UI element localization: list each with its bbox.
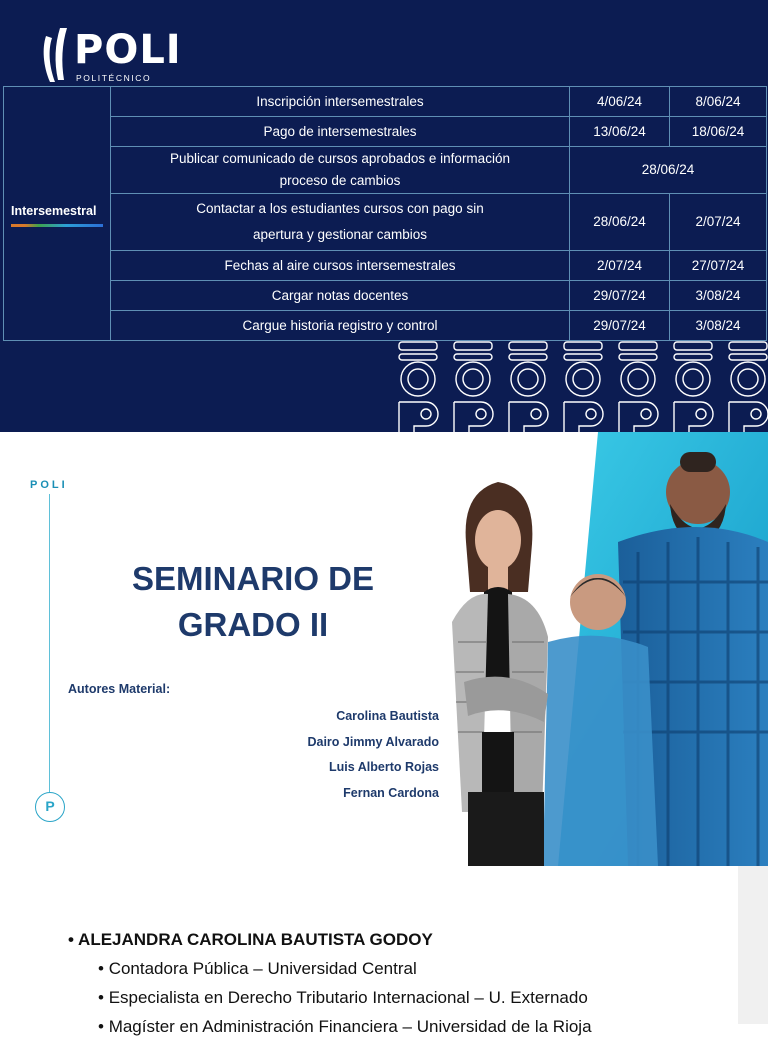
author-name: Dairo Jimmy Alvarado (307, 734, 439, 749)
activity-line: apertura y gestionar cambios (252, 227, 428, 242)
end-date-cell: 8/06/24 (670, 87, 767, 117)
profile-degree: Contadora Pública – Universidad Central (108, 959, 417, 978)
activity-cell: Pago de intersemestrales (111, 117, 570, 147)
activity-cell: Fechas al aire cursos intersemestrales (111, 251, 570, 281)
seminar-title (92, 556, 414, 648)
poli-logo-mark-icon (40, 26, 74, 86)
profile-degree-item: • Magíster en Administración Financiera – Universidad de la Rioja (98, 1017, 592, 1036)
table-row (4, 251, 767, 281)
poli-outline-glyph (564, 342, 603, 432)
students-photo (448, 432, 768, 866)
poli-outline-glyph (454, 342, 493, 432)
poli-outline-glyph (399, 342, 438, 432)
schedule-slide (0, 0, 768, 432)
poli-outline-glyph (674, 342, 713, 432)
activity-cell: Cargue historia registro y control (111, 311, 570, 341)
logo-word: POLI (74, 27, 182, 73)
activity-cell (111, 194, 570, 251)
profile-degree: Especialista en Derecho Tributario Internacional – U. Externado (108, 988, 588, 1007)
intersemestral-schedule-table (3, 86, 767, 341)
vertical-divider (49, 494, 50, 792)
start-date-cell: 29/07/24 (570, 281, 670, 311)
activity-line: Publicar comunicado de cursos aprobados e información (170, 151, 510, 166)
poli-outline-pattern (396, 340, 768, 432)
poli-outline-glyph (509, 342, 548, 432)
logo-subtitle: POLITÉCNICO (76, 73, 152, 83)
activity-cell: Inscripción intersemestrales (111, 87, 570, 117)
profile-degree: Magíster en Administración Financiera – Universidad de la Rioja (108, 1017, 592, 1036)
seminar-title-line: GRADO II (177, 606, 329, 643)
profile-degree-item: • Especialista en Derecho Tributario Internacional – U. Externado (98, 988, 588, 1007)
start-date-cell: 4/06/24 (570, 87, 670, 117)
table-row (4, 117, 767, 147)
table-row (4, 281, 767, 311)
activity-cell (111, 147, 570, 194)
authors-label: Autores Material: (68, 682, 171, 696)
category-cell (4, 87, 111, 341)
start-date-cell: 13/06/24 (570, 117, 670, 147)
table-row (4, 194, 767, 251)
profile-name: ALEJANDRA CAROLINA BAUTISTA GODOY (78, 930, 433, 949)
author-name: Luis Alberto Rojas (329, 760, 439, 774)
poli-circle-logo-icon: P (35, 792, 65, 822)
author-name: Fernan Cardona (343, 785, 439, 800)
activity-cell: Cargar notas docentes (111, 281, 570, 311)
end-date-cell: 27/07/24 (670, 251, 767, 281)
start-date-cell: 29/07/24 (570, 311, 670, 341)
seminar-cover-slide (0, 432, 768, 866)
profile-name-item: • ALEJANDRA CAROLINA BAUTISTA GODOY (68, 930, 433, 949)
profile-degree-item: • Contadora Pública – Universidad Central (98, 959, 417, 978)
author-name: Carolina Bautista (336, 709, 439, 723)
authors-list (307, 707, 439, 809)
brand-label: POLI (30, 479, 68, 491)
start-date-cell: 28/06/24 (570, 194, 670, 251)
end-date-cell: 3/08/24 (670, 281, 767, 311)
category-color-bar (11, 224, 103, 227)
category-label: Intersemestral (11, 204, 97, 218)
table-row (4, 147, 767, 194)
start-date-cell: 2/07/24 (570, 251, 670, 281)
end-date-cell: 2/07/24 (670, 194, 767, 251)
end-date-cell: 3/08/24 (670, 311, 767, 341)
table-row (4, 87, 767, 117)
poli-outline-glyph (619, 342, 658, 432)
author-profile-slide (0, 866, 768, 1036)
table-row (4, 311, 767, 341)
seminar-title-line: SEMINARIO DE (131, 560, 375, 597)
activity-line: proceso de cambios (279, 173, 401, 188)
poli-logo (40, 24, 200, 88)
date-cell: 28/06/24 (570, 147, 767, 194)
slide-edge (738, 866, 768, 1024)
poli-outline-glyph (729, 342, 768, 432)
end-date-cell: 18/06/24 (670, 117, 767, 147)
activity-line: Contactar a los estudiantes cursos con pago sin (196, 201, 484, 216)
